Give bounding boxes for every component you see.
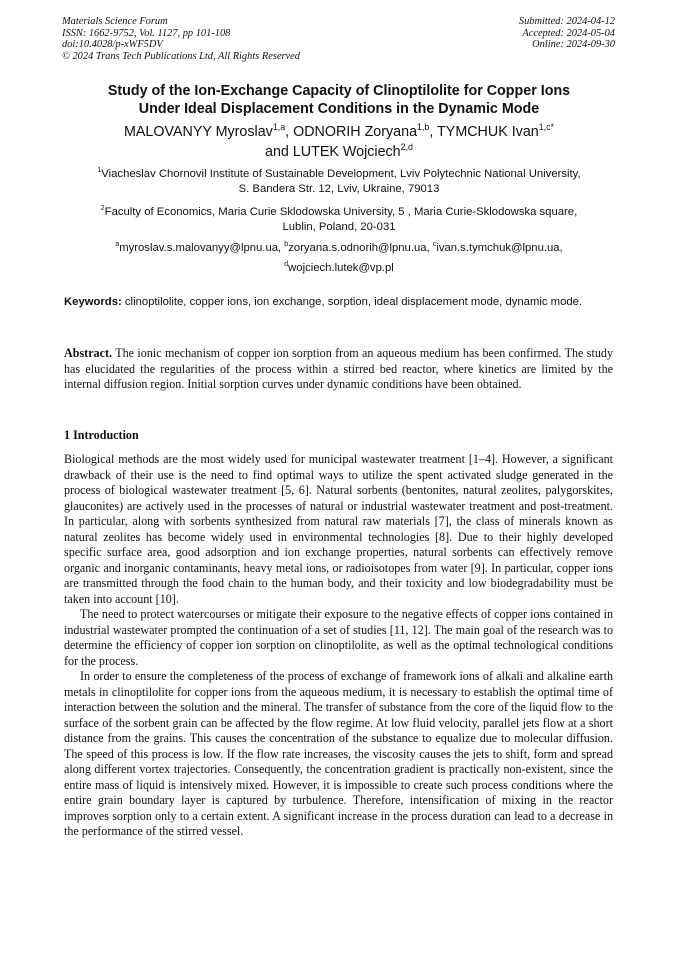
author-separator: ,: [285, 124, 294, 140]
author-affiliation-mark: 1,c*: [538, 122, 555, 133]
online-date: Online: 2024-09-30: [532, 39, 615, 51]
authors-line-2: [62, 143, 616, 163]
keywords-label: Keywords:: [64, 296, 122, 308]
abstract-text: The ionic mechanism of copper ion sorption from an aqueous medium has been confirmed. The study has elucidated the regularities of the process within a stirred bed reactor, where kinetics are limited by the internal diffusion region. Initial sorption curves under dynamic conditions have been obtained.: [64, 346, 613, 392]
author-list: [62, 123, 616, 162]
email-mark: c: [432, 241, 437, 249]
affiliation-text: Viacheslav Chornovil Institute of Sustainable Development, Lviv Polytechnic National University,: [101, 168, 581, 180]
author-affiliation-mark: 1,a: [272, 122, 286, 133]
title-line-2: Under Ideal Displacement Conditions in the Dynamic Mode: [138, 101, 540, 117]
submitted-date: Submitted: 2024-04-12: [518, 16, 615, 27]
author-emails: [62, 239, 616, 278]
section-body: [64, 452, 613, 840]
doi-line: doi:10.4028/p-xWF5DV: [62, 39, 163, 51]
dates-info: [519, 16, 615, 51]
journal-info: [62, 16, 300, 62]
journal-name: Materials Science Forum: [62, 16, 168, 27]
title-line-1: Study of the Ion-Exchange Capacity of Clinoptilolite for Copper Ions: [107, 83, 571, 99]
email-link[interactable]: ivan.s.tymchuk@lpnu.ua,: [436, 242, 563, 254]
authors-line-1: [62, 123, 616, 143]
paragraph: Biological methods are the most widely used for municipal wastewater treatment [1–4]. However, a significant drawback of their use is the need to find optimal ways to utilize the spent activated sludge generated in the process of biological wastewater treatment [5, 6]. Natural sorbents (bentonites, natural zeolites, palygorskites, glauconites) are actively used in the processes of natural or industrial wastewater treatment and post-treatment. In particular, along with sorbents synthesized from natural raw materials [7], the class of minerals known as natural zeolites has become widely used in environmental technologies [8]. Due to their highly developed specific surface area, good adsorption and ion exchange properties, natural sorbents can effectively remove organic and inorganic contaminants, heavy metal ions, or radioisotopes from water [9]. In particular, copper ions are transmitted through the food chain to the human body, and their toxicity and low biodegradability must be taken into account [10].: [64, 452, 613, 606]
issn-line: ISSN: 1662-9752, Vol. 1127, pp 101-108: [62, 27, 231, 39]
author-name: ODNORIH Zoryana: [293, 124, 418, 140]
email-link[interactable]: zoryana.s.odnorih@lpnu.ua,: [288, 242, 433, 254]
email-link[interactable]: wojciech.lutek@vp.pl: [288, 261, 394, 274]
abstract-block: [64, 346, 613, 393]
affiliation-1: [62, 167, 616, 197]
affiliation-2: [62, 205, 616, 235]
affiliation-mark: 1: [97, 167, 102, 175]
email-mark: d: [284, 260, 289, 268]
author-separator: ,: [429, 124, 438, 140]
keywords-block: [64, 295, 613, 310]
affiliation-address: Lublin, Poland, 20-031: [282, 221, 396, 233]
affiliation-address: S. Bandera Str. 12, Lviv, Ukraine, 79013: [238, 183, 440, 195]
paragraph: The need to protect watercourses or mitigate their exposure to the negative effects of copper ions contained in industrial wastewater prompted the continuation of a set of studies [11, 12]. The main goal of the research was to determine the efficiency of copper ion sorption on clinoptilolite, as well as the optimal technological conditions for the process.: [64, 607, 613, 668]
author-affiliation-mark: 1,b: [417, 122, 430, 133]
affiliation-mark: 2: [100, 205, 105, 213]
author-name: LUTEK Wojciech: [292, 143, 401, 160]
accepted-date: Accepted: 2024-05-04: [522, 27, 615, 39]
email-mark: b: [284, 241, 289, 249]
paragraph: In order to ensure the completeness of the process of exchange of framework ions of alkali and alkaline earth metals in clinoptilolite for copper ions from the aqueous medium, it is necessary to establish the optimal time of interaction between the solution and the mineral. The transfer of substance from the core of the liquid flow to the surface of the sorbent grain can be affected by the flow regime. At low fluid velocity, parallel jets flow at a short distance from the grains. This causes the concentration of the substance to equalize due to molecular diffusion. The speed of this process is low. If the flow rate increases, the viscosity causes the jets to shift, form and spread along different vortex trajectories. Consequently, the concentration gradient is practically non-existent, since the entire mass of liquid is intensively mixed. However, it is impossible to create such process conditions where the entire grain boundary layer is captured by turbulence. Therefore, intensification of mixing in the reactor improves sorption only to a certain extent. A significant increase in the process duration can lead to a decrease in the performance of the stirred vessel.: [64, 669, 613, 838]
copyright-line: © 2024 Trans Tech Publications Ltd, All Rights Reserved: [62, 50, 300, 62]
abstract-label: Abstract.: [64, 346, 113, 360]
author-name: MALOVANYY Myroslav: [123, 124, 273, 140]
section-heading: 1 Introduction: [64, 428, 139, 442]
keywords-text: clinoptilolite, copper ions, ion exchange, sorption, ideal displacement mode, dynamic mode.: [121, 296, 583, 308]
email-link[interactable]: myroslav.s.malovanyy@lpnu.ua,: [119, 242, 285, 254]
paper-title: [62, 82, 616, 118]
email-mark: a: [115, 241, 120, 249]
affiliation-text: Faculty of Economics, Maria Curie Sklodowska University, 5 , Maria Curie-Sklodowska square,: [104, 206, 578, 218]
author-conjunction: and: [265, 143, 293, 160]
author-affiliation-mark: 2,d: [400, 141, 413, 152]
author-name: TYMCHUK Ivan: [437, 124, 539, 140]
